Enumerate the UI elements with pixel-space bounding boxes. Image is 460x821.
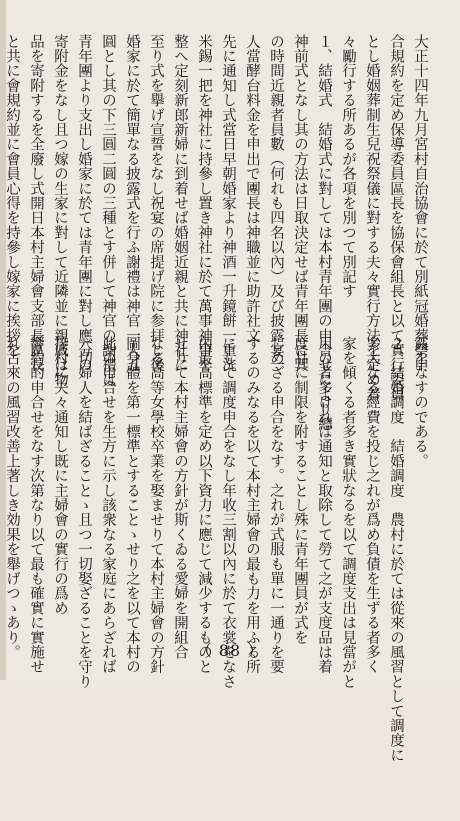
text-column: 圖身體を第一標準とすることゝせり之を以て本村の: [124, 336, 140, 675]
text-column: 多大なる經費を投じ之れが爲め負債を生ずる者多く: [364, 336, 380, 675]
text-column: 至り式を擧げ宣誓をなし祝宴の席提げ院に参拝し後: [148, 34, 164, 373]
text-column: 品を寄附するを全廢し式開日本村主婦會支部長區長: [28, 34, 44, 373]
text-column: 一切婦人を結ばざることゝ且つ一切娶ざることを守り: [76, 336, 92, 689]
text-column: れ古來の風習改善上著しき効果を舉げつゝあり。: [4, 336, 20, 660]
text-column: 婚家に於て簡單なる披露式を行ふ謝禮は神官一人五: [124, 34, 140, 373]
text-column: しめざる申合をなす。之れが式服も單に一通りを要: [268, 336, 284, 675]
text-column: 米錫一把を神社に持參し置き神社に於て萬事神事を: [196, 34, 212, 373]
text-column: 度品に制限を附することし殊に青年團員が式を: [292, 336, 308, 645]
text-column: 此の申合せを生方に示し該衆なる家庭にあらざれば: [100, 336, 116, 675]
text-column: の時間近親者員數（何れも四名以內）及び披露宴一: [268, 34, 284, 373]
text-column: なる高等女學校卒業を娶ませりて本村主婦會の方針: [148, 336, 164, 675]
text-column: 用の者多ければ通知と取除して勞て之が支度品は着: [316, 336, 332, 675]
text-column: せりて本村主婦會の方針が斯くゐる愛婦を開組合: [172, 336, 188, 660]
text-column: 々勵行する所あるが各項を別つて別記す: [340, 34, 356, 299]
text-column: 接村に夫々通知し既に主婦會の實行の爲め: [52, 336, 68, 616]
text-column: １、結婚式 結婚式に對しては本村青年團の申合せにより總: [316, 34, 332, 431]
text-column: 家を傾くる者多き實狀なるを以て調度支出は見當がと: [340, 336, 356, 689]
text-column: にして調度申合をなし年收三割以內に於て衣裳をなさ: [220, 336, 236, 689]
text-column: 合規約を定め保導委員區長を協保會組長と以て實行委員: [388, 34, 404, 402]
text-column: 寄附金をなし且つ嫁の生家に對して近隣並に親戚は物: [52, 34, 68, 387]
text-column: 圓とし其の下三圓二圓の三種とす併して神官の謝禮は: [100, 34, 116, 387]
text-column: 露をなすのである。: [412, 336, 428, 469]
text-column: 整へ定刻新郎新婦に到着せば婚姻近親と共に神社に: [172, 34, 188, 373]
text-column: とし婚姻葬制生兒祝祭儀に對する夫々實行方法を定め着: [364, 34, 380, 402]
text-column: と共に會規約並に會員心得を持參し嫁家に挨拶を: [4, 34, 20, 358]
text-column: 先に通知し式當日早朝婚家より神酒一升鏡餅一重洗: [220, 34, 236, 373]
text-column: 神前式となし其の方法は日取決定せば青年團長に其: [292, 34, 308, 373]
text-column: 人當酵台料金を申出で團長は神職並に助許社文: [244, 34, 260, 343]
text-column: 青年團より支出し婚家に於ては青年團に對し應分の: [76, 34, 92, 373]
text-column: 內最高標準を定め以下資力に應じて減少するものと: [196, 336, 212, 675]
page-number: （ 88 ）: [195, 641, 265, 660]
text-column: ２、結婚調度 結婚調度 農村に於ては從來の風習として調度に: [388, 336, 404, 763]
text-column: 響約的申合せをなす次第なり以て最も確實に實施せ: [28, 336, 44, 675]
text-column: 大正十四年九月宮村自治協會に於て別紙冠婚葬祭申: [412, 34, 428, 373]
text-column: するのみなるを以て本村主婦會の最も力を用ふる所: [244, 336, 260, 675]
